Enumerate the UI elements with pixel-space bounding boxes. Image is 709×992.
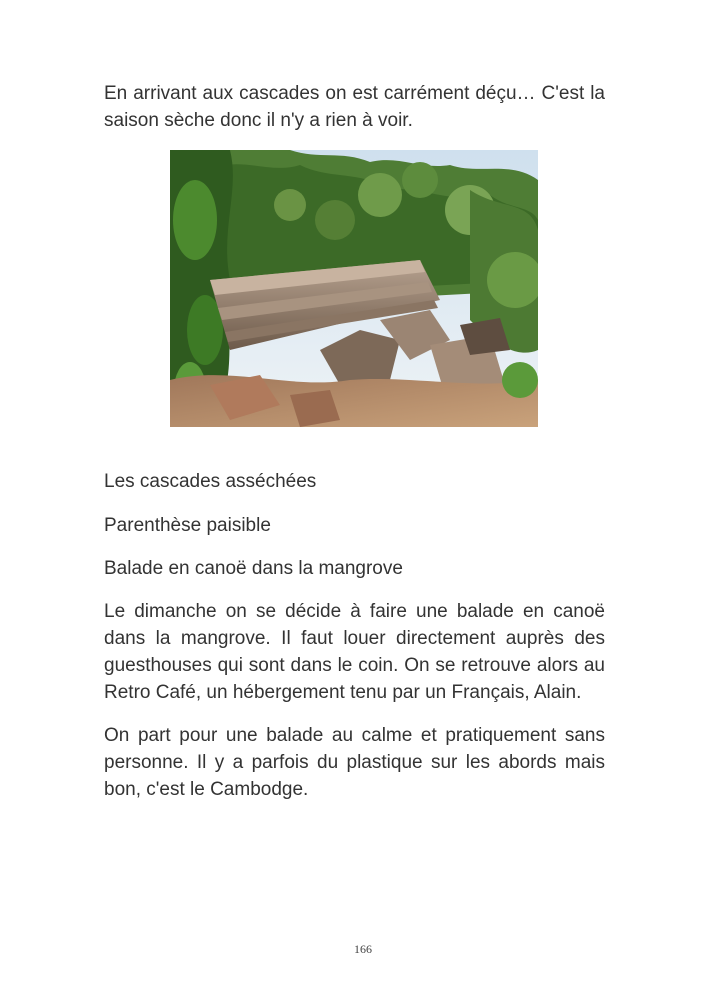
photo-caption: Les cascades asséchées: [104, 471, 317, 492]
page-number: 166: [354, 942, 372, 956]
subsection-heading: Balade en canoë dans la mangrove: [104, 558, 403, 579]
calm-paragraph: On part pour une balade au calme et pratiquement sans personne. Il y a parfois du plastique sur les abords mais bon, c'est le Cambodge.: [104, 725, 605, 800]
canoe-paragraph: Le dimanche on se décide à faire une balade en canoë dans la mangrove. Il faut louer directement auprès des guesthouses qui sont dans le coin. On se retrouve alors au Retro Café, un hébergement tenu par un Français, Alain.: [104, 601, 605, 703]
section-heading: Parenthèse paisible: [104, 515, 271, 536]
dry-waterfall-photo: [170, 150, 538, 427]
intro-paragraph: En arrivant aux cascades on est carrément déçu… C'est la saison sèche donc il n'y a rien à voir.: [104, 83, 605, 131]
